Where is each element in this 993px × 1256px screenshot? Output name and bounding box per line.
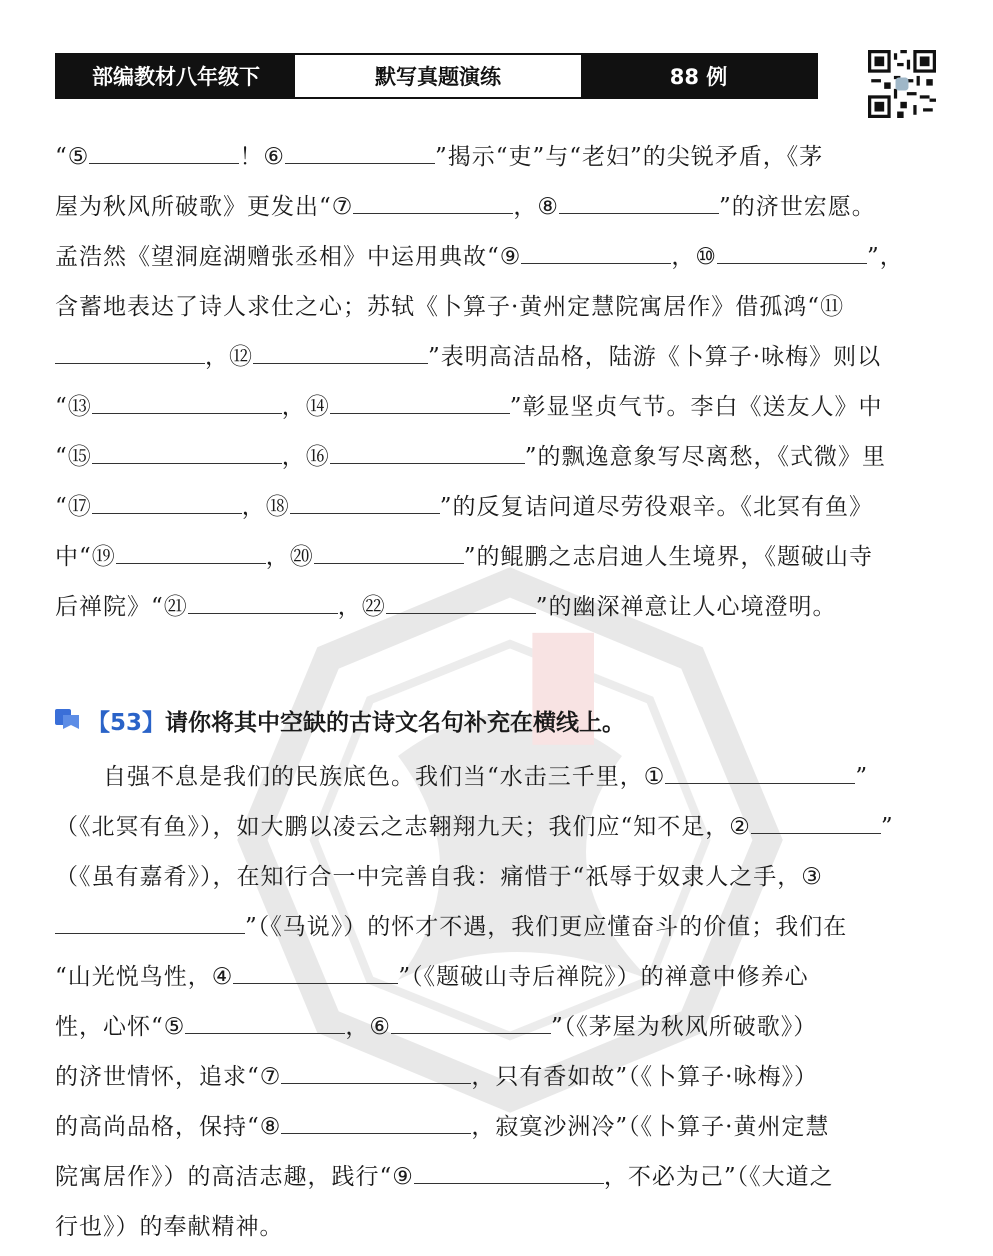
blank-number: ⑨	[392, 1164, 414, 1190]
fill-in-blank[interactable]	[92, 487, 242, 514]
fill-in-blank[interactable]	[330, 437, 525, 464]
blank-number: ⑤	[163, 1014, 186, 1040]
fill-in-blank[interactable]	[391, 1007, 551, 1034]
text-line	[0, 187, 993, 227]
passage-text: 中“	[55, 544, 92, 570]
text-line	[0, 337, 993, 377]
text-line	[0, 137, 993, 177]
passage-text: ”的幽深禅意让人心境澄明。	[535, 594, 837, 620]
passage-text: “	[55, 494, 68, 520]
passage-text: ”揭示“吏”与“老妇”的尖锐矛盾，《茅	[435, 144, 824, 170]
passage-text: 的高尚品格，保持“	[55, 1114, 260, 1140]
passage-text: “山光悦鸟性，	[55, 964, 212, 990]
question-prompt: 请你将其中空缺的古诗文名句补充在横线上。	[165, 709, 626, 736]
blank-number: ⑮	[67, 444, 92, 470]
passage-text: “	[55, 444, 68, 470]
blank-number: ②	[729, 814, 751, 840]
fill-in-blank[interactable]	[559, 187, 719, 214]
blank-number: ⑯	[305, 444, 330, 470]
text-line	[0, 1157, 993, 1197]
passage-text: ，	[205, 344, 229, 370]
fill-in-blank[interactable]	[414, 1157, 604, 1184]
blank-number: ⑰	[67, 494, 92, 520]
blank-number: ⑨	[499, 244, 522, 270]
blank-number: ③	[801, 864, 823, 890]
blank-number: ⑦	[331, 194, 354, 220]
question-marker-icon	[55, 709, 81, 731]
text-line	[0, 757, 993, 797]
passage-text: ，	[265, 544, 290, 570]
fill-in-blank[interactable]	[233, 957, 398, 984]
fill-in-blank[interactable]	[665, 757, 855, 784]
fill-in-blank[interactable]	[521, 237, 671, 264]
passage-text: （《虽有嘉肴》），在知行合一中完善自我：痛惜于“祇辱于奴隶人之手，	[55, 864, 802, 890]
fill-in-blank[interactable]	[330, 387, 510, 414]
blank-number: ㉑	[163, 594, 188, 620]
header-title: 默写真题演练	[295, 55, 581, 97]
passage-text: ，	[513, 194, 538, 220]
blank-number: ④	[211, 964, 234, 990]
blank-number: ⑪	[820, 294, 845, 320]
text-line	[0, 387, 993, 427]
passage-text: ，	[281, 444, 306, 470]
passage-text: ”（《茅屋为秋风所破歌》）	[551, 1014, 818, 1040]
passage-text: 后禅院》“	[55, 594, 164, 620]
passage-text: ！	[239, 144, 264, 170]
fill-in-blank[interactable]	[314, 537, 464, 564]
text-line	[0, 487, 993, 527]
fill-in-blank[interactable]	[185, 1007, 345, 1034]
fill-in-blank[interactable]	[717, 237, 867, 264]
fill-in-blank[interactable]	[353, 187, 513, 214]
question-number: 【53】	[87, 709, 166, 736]
blank-number: ⑱	[265, 494, 290, 520]
header-grade: 部编教材八年级下	[57, 55, 295, 97]
text-line	[0, 1057, 993, 1097]
blank-number: ⑧	[537, 194, 560, 220]
passage-text: ”	[880, 814, 894, 840]
blank-number: ①	[643, 764, 666, 790]
passage-text: ，	[337, 594, 362, 620]
passage-text: ”彰显坚贞气节。李白《送友人》中	[509, 394, 883, 420]
fill-in-blank[interactable]	[55, 337, 205, 364]
blank-number: ⑩	[695, 244, 718, 270]
passage-text: ”，	[867, 244, 904, 270]
blank-number: ⑦	[259, 1064, 282, 1090]
passage-text: ，	[671, 244, 696, 270]
passage-text: ”的飘逸意象写尽离愁，《式微》里	[524, 444, 887, 470]
passage-text: “	[55, 394, 68, 420]
text-line	[0, 1107, 993, 1147]
fill-in-blank[interactable]	[188, 587, 338, 614]
passage-text: ”的反复诘问道尽劳役艰辛。《北冥有鱼》	[439, 494, 874, 520]
blank-number: ⑲	[91, 544, 116, 570]
text-line	[0, 1207, 993, 1247]
passage-text: ，只有香如故”（《卜算子·咏梅》）	[471, 1064, 818, 1090]
blank-number: ⑤	[67, 144, 90, 170]
fill-in-blank[interactable]	[92, 437, 282, 464]
text-line	[0, 587, 993, 627]
text-line	[0, 957, 993, 997]
passage-text: （《北冥有鱼》），如大鹏以凌云之志翱翔九天；我们应“知不足，	[55, 814, 730, 840]
passage-text: ，寂寞沙洲冷”（《卜算子·黄州定慧	[471, 1114, 830, 1140]
fill-in-blank[interactable]	[290, 487, 440, 514]
passage-text: 孟浩然《望洞庭湖赠张丞相》中运用典故“	[55, 244, 500, 270]
passage-text: “	[55, 144, 68, 170]
passage-text: ”（《马说》）的怀才不遇，我们更应懂奋斗的价值；我们在	[245, 914, 848, 940]
fill-in-blank[interactable]	[285, 137, 435, 164]
passage-text: ，	[281, 394, 306, 420]
blank-number: ⑭	[305, 394, 330, 420]
passage-text: ，	[241, 494, 266, 520]
text-line	[0, 237, 993, 277]
passage-text: ”表明高洁品格，陆游《卜算子·咏梅》则以	[428, 344, 882, 370]
fill-in-blank[interactable]	[116, 537, 266, 564]
fill-in-blank[interactable]	[281, 1107, 471, 1134]
header-count: 88 例	[581, 55, 816, 97]
passage-text: 屋为秋风所破歌》更发出“	[55, 194, 332, 220]
fill-in-blank[interactable]	[386, 587, 536, 614]
passage-text: 院寓居作》）的高洁志趣，践行“	[55, 1164, 393, 1190]
text-line	[0, 807, 993, 847]
passage-text: ”	[855, 764, 869, 790]
fill-in-blank[interactable]	[751, 807, 881, 834]
blank-number: ⑫	[229, 344, 253, 370]
text-line	[0, 537, 993, 577]
fill-in-blank[interactable]	[253, 337, 428, 364]
header-bar	[55, 53, 818, 99]
blank-number: ⑥	[263, 144, 286, 170]
text-line	[0, 437, 993, 477]
text-line	[0, 907, 993, 947]
blank-number: ㉒	[361, 594, 386, 620]
fill-in-blank[interactable]	[92, 387, 282, 414]
passage-text: 行也》）的奉献精神。	[55, 1214, 284, 1240]
passage-text: ”的鲲鹏之志启迪人生境界，《题破山寺	[463, 544, 874, 570]
passage-text: 自强不息是我们的民族底色。我们当“水击三千里，	[55, 764, 644, 790]
fill-in-blank[interactable]	[55, 907, 245, 934]
passage-text: ，	[345, 1014, 370, 1040]
passage-text: 性，心怀“	[55, 1014, 164, 1040]
blank-number: ⑬	[67, 394, 92, 420]
passage-text: 的济世情怀，追求“	[55, 1064, 260, 1090]
passage-text: 含蓄地表达了诗人求仕之心；苏轼《卜算子·黄州定慧院寓居作》借孤鸿“	[55, 294, 821, 320]
text-line	[0, 287, 993, 327]
fill-in-blank[interactable]	[281, 1057, 471, 1084]
passage-text: ”（《题破山寺后禅院》）的禅意中修养心	[398, 964, 809, 990]
text-line	[0, 1007, 993, 1047]
blank-number: ⑧	[259, 1114, 282, 1140]
blank-number: ⑥	[369, 1014, 392, 1040]
passage-text: ”的济世宏愿。	[719, 194, 876, 220]
qr-code-icon	[868, 50, 936, 118]
passage-text: ，不必为己”（《大道之	[603, 1164, 834, 1190]
fill-in-blank[interactable]	[89, 137, 239, 164]
text-line	[0, 857, 993, 897]
blank-number: ⑳	[289, 544, 314, 570]
question-heading	[55, 700, 625, 740]
